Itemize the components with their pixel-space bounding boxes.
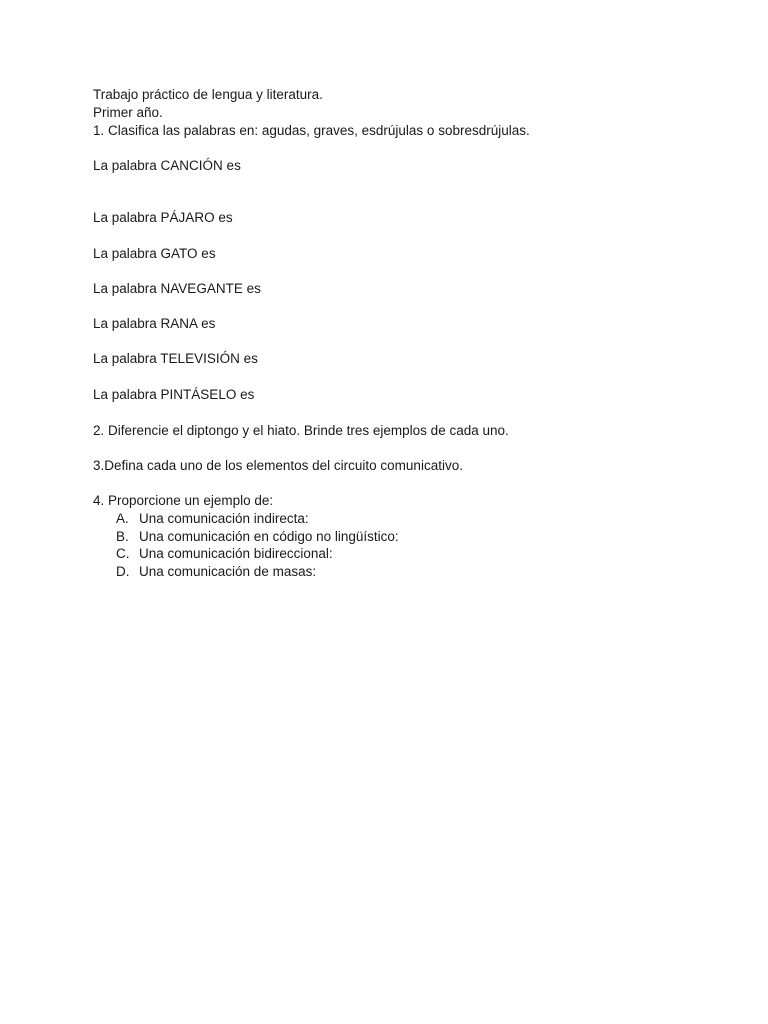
word-item-cancion: La palabra CANCIÓN es xyxy=(93,158,241,173)
list-letter: A. xyxy=(116,511,129,526)
list-text: Una comunicación indirecta: xyxy=(139,511,309,526)
list-text: Una comunicación bidireccional: xyxy=(139,546,333,561)
list-letter: C. xyxy=(116,546,130,561)
question-2-prompt: 2. Diferencie el diptongo y el hiato. Brinde tres ejemplos de cada uno. xyxy=(93,423,509,438)
list-text: Una comunicación de masas: xyxy=(139,564,317,579)
word-item-gato: La palabra GATO es xyxy=(93,246,216,261)
word-item-pintaselo: La palabra PINTÁSELO es xyxy=(93,387,255,402)
word-item-navegante: La palabra NAVEGANTE es xyxy=(93,281,261,296)
question-3-prompt: 3.Defina cada uno de los elementos del circuito comunicativo. xyxy=(93,458,463,473)
list-letter: B. xyxy=(116,529,129,544)
word-item-pajaro: La palabra PÁJARO es xyxy=(93,210,233,225)
word-item-television: La palabra TELEVISIÓN es xyxy=(93,351,258,366)
document-subtitle: Primer año. xyxy=(93,105,163,120)
question-1-prompt: 1. Clasifica las palabras en: agudas, graves, esdrújulas o sobresdrújulas. xyxy=(93,123,530,138)
word-item-rana: La palabra RANA es xyxy=(93,316,216,331)
list-text: Una comunicación en código no lingüístico: xyxy=(139,529,399,544)
list-letter: D. xyxy=(116,564,130,579)
document-title: Trabajo práctico de lengua y literatura. xyxy=(93,87,323,102)
question-4-prompt: 4. Proporcione un ejemplo de: xyxy=(93,493,274,508)
